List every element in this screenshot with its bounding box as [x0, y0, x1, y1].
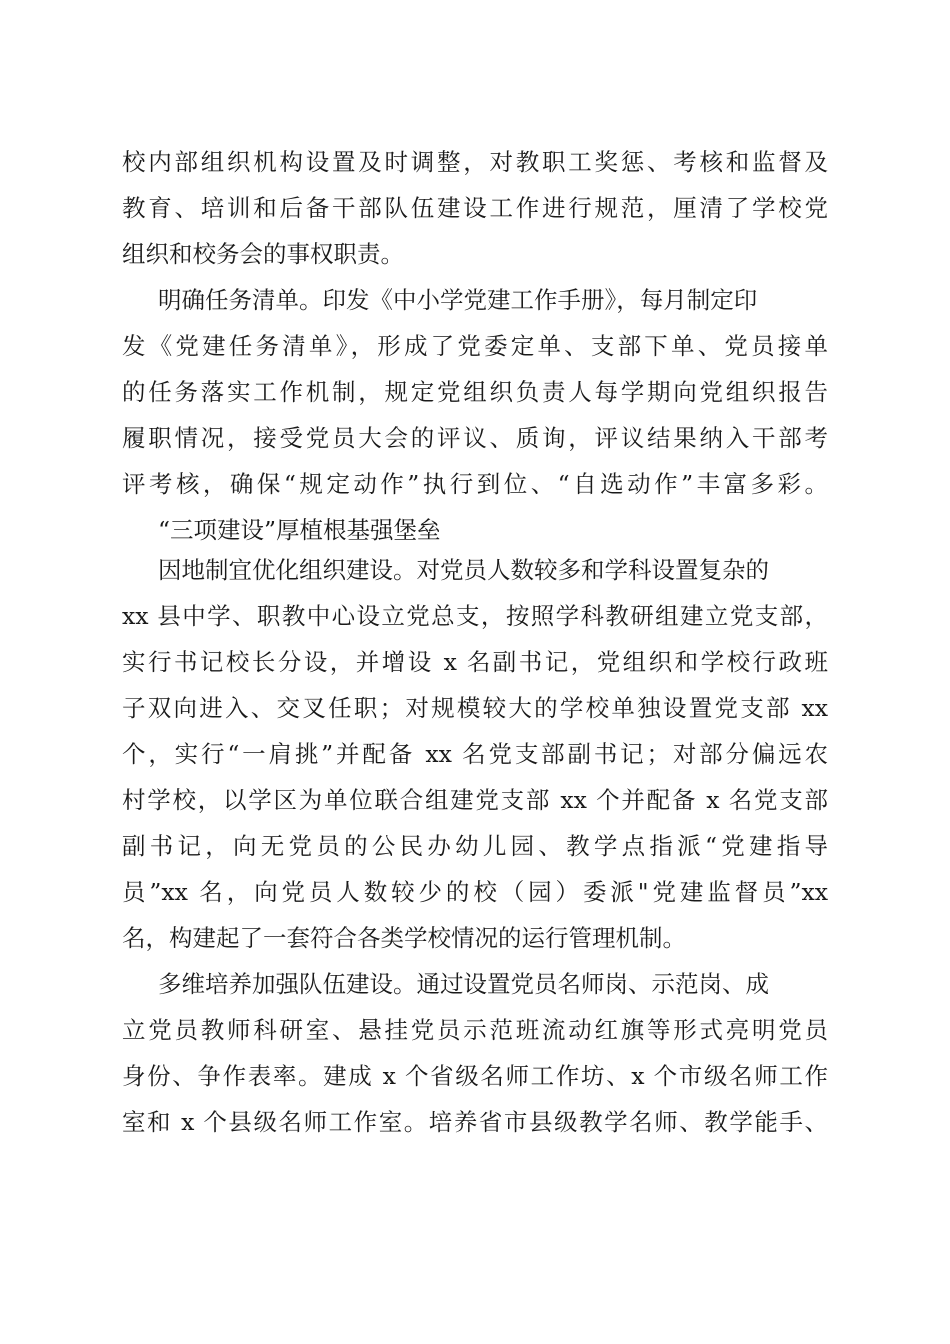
- body-text-line: 立党员教师科研室、悬挂党员示范班流动红旗等形式亮明党员: [122, 1016, 828, 1044]
- paragraph-start-line: 多维培养加强队伍建设。通过设置党员名师岗、示范岗、成: [158, 970, 769, 998]
- body-text-line: 子双向进入、交叉任职；对规模较大的学校单独设置党支部 xx: [122, 694, 828, 722]
- body-text-line: 个，实行“一肩挑”并配备 xx 名党支部副书记；对部分偏远农: [122, 740, 828, 768]
- body-text-line: 实行书记校长分设，并增设 x 名副书记，党组织和学校行政班: [122, 648, 828, 676]
- body-text-line: 身份、争作表率。建成 x 个省级名师工作坊、x 个市级名师工作: [122, 1062, 828, 1090]
- body-text-line: xx 县中学、职教中心设立党总支，按照学科教研组建立党支部，: [122, 602, 828, 630]
- section-heading: “三项建设”厚植根基强堡垒: [158, 516, 441, 544]
- body-text-line: 发《党建任务清单》，形成了党委定单、支部下单、党员接单: [122, 332, 828, 360]
- body-text-line: 评考核，确保“规定动作”执行到位、“自选动作”丰富多彩。: [122, 470, 828, 498]
- body-text-line: 副书记，向无党员的公民办幼儿园、教学点指派“党建指导: [122, 832, 828, 860]
- body-text-line: 村学校，以学区为单位联合组建党支部 xx 个并配备 x 名党支部: [122, 786, 828, 814]
- body-text-line: 的任务落实工作机制，规定党组织负责人每学期向党组织报告: [122, 378, 828, 406]
- body-text-line: 组织和校务会的事权职责。: [122, 240, 404, 268]
- body-text-line: 校内部组织机构设置及时调整，对教职工奖惩、考核和监督及: [122, 148, 828, 176]
- body-text-line: 名，构建起了一套符合各类学校情况的运行管理机制。: [122, 924, 686, 952]
- body-text-line: 履职情况，接受党员大会的评议、质询，评议结果纳入干部考: [122, 424, 828, 452]
- body-text-line: 员”xx 名，向党员人数较少的校（园）委派"党建监督员”xx: [122, 878, 828, 906]
- body-text-line: 教育、培训和后备干部队伍建设工作进行规范，厘清了学校党: [122, 194, 828, 222]
- body-text-line: 室和 x 个县级名师工作室。培养省市县级教学名师、教学能手、: [122, 1108, 828, 1136]
- paragraph-start-line: 因地制宜优化组织建设。对党员人数较多和学科设置复杂的: [158, 556, 769, 584]
- paragraph-start-line: 明确任务清单。印发《中小学党建工作手册》，每月制定印: [158, 286, 758, 314]
